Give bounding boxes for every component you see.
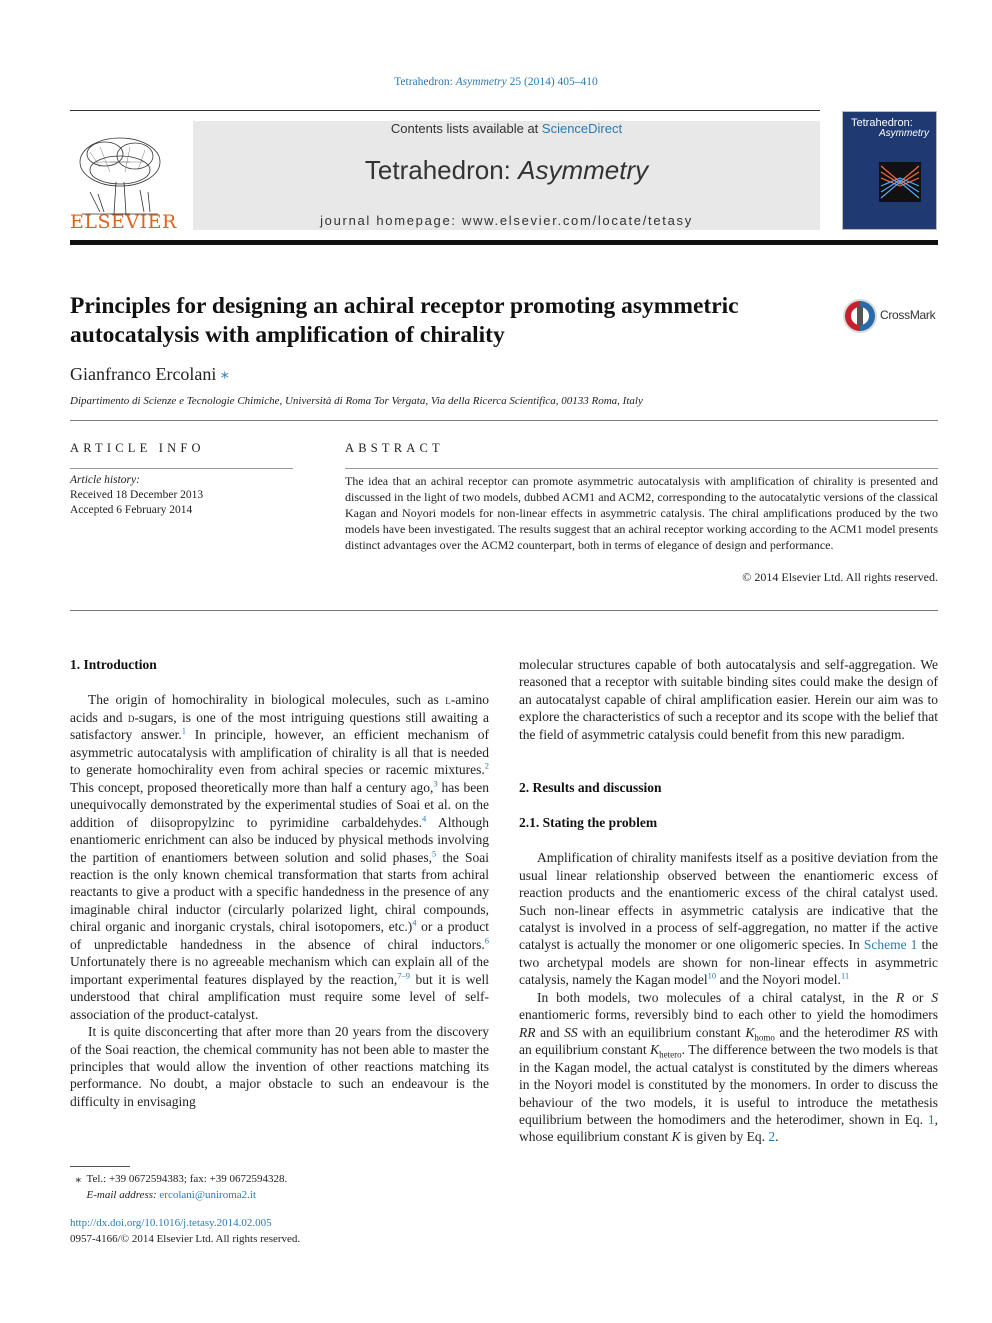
divider — [70, 468, 293, 469]
subsection-heading: 2.1. Stating the problem — [519, 814, 658, 830]
contents-line: Contents lists available at ScienceDirect — [390, 121, 623, 136]
paragraph: Amplification of chirality manifests itself as a positive deviation from the usual linear relationship observed between the enantiomeric excess of reaction products and the enantiomeric excess of the chiral catalyst used. Such non-linear effects in asymmetric catalysis are indicative that the catalyst is involved in a process of self-aggregation, no matter if the active catalyst is actually the monomer or one oligomeric species. In Scheme 1 the two archetypal models are shown for non-linear effects in asymmetric catalysis, namely the Kagan model$^{10}$ and the Noyori model.$^{11}$ — [519, 850, 938, 988]
reference-link[interactable]: 11 — [840, 970, 850, 981]
right-column — [519, 656, 938, 1146]
doi-link[interactable]: http://dx.doi.org/10.1016/j.tetasy.2014.02.005 — [70, 1217, 272, 1229]
reference-link[interactable]: 1 — [181, 725, 187, 736]
crossmark-label[interactable]: CrossMark — [880, 308, 936, 322]
author-footnote: ⁎ Tel.: +39 0672594383; fax: +39 0672594328. E-mail address: ercolani@uniroma2.it — [75, 1173, 288, 1201]
reference-link[interactable]: 4 — [412, 917, 417, 928]
paragraph: The origin of homochirality in biological molecules, such as l-amino acids and d-sugars, is one of the most intriguing questions still awaiting a satisfactory answer.$^1$ In principle, however, an efficient mechanism of asymmetric autocatalysis with amplification of chirality is all that is needed to generate homochirality even from achiral species or racemic mixtures.$^2$ This concept, proposed theoretically more than half a century ago,$^3$ has been unequivocally demonstrated by the experimental studies of Soai et al. on the addition of diisopropylzinc to pyrimidine carbaldehydes.$^4$ Although enantiomeric enrichment can also be induced by physical methods involving the partition of enantiomers between solution and solid phases,$^5$ the Soai reaction is the only known chemical transformation that starts from achiral reactants to give a product with a specific handedness in the presence of any imaginable chiral inductor (circularly polarized light, chiral compounds, chiral organic and inorganic crystals, chiral isotopomers, etc.)$^4$ or a product of unpredictable handedness in the absence of chiral inductors.$^6$ Unfortunately there is no agreeable mechanism which can explain all of the important experimental features displayed by the reaction,$^{7-9}$ but it is well understood that chiral amplification must require some level of self-association of the product-catalyst. — [70, 692, 490, 1022]
author-affiliation: Dipartimento di Scienze e Tecnologie Chimiche, Università di Roma Tor Vergata, Via della Ricerca Scientifica, 00133 Roma, Italy — [70, 395, 643, 407]
abstract-copyright: © 2014 Elsevier Ltd. All rights reserved. — [742, 570, 938, 584]
abstract-heading: ABSTRACT — [345, 441, 444, 455]
section-heading-results: 2. Results and discussion — [519, 780, 662, 796]
author-email-link[interactable]: ercolani@uniroma2.it — [159, 1189, 256, 1201]
cover-title: Tetrahedron: — [851, 117, 913, 129]
reference-link[interactable]: 6 — [484, 935, 489, 946]
journal-homepage[interactable]: journal homepage: www.elsevier.com/locate/tetasy — [320, 213, 693, 228]
reference-link[interactable]: 3 — [433, 778, 438, 789]
doi-block: http://dx.doi.org/10.1016/j.tetasy.2014.02.005 0957-4166/© 2014 Elsevier Ltd. All rights reserved. — [70, 1217, 301, 1245]
paragraph: molecular structures capable of both autocatalysis and self-aggregation. We reasoned that a receptor with suitable binding sites could make the design of an autocatalyst capable of chiral amplification easier. Herein our aim was to explore the characteristics of such a receptor and its scope with the belief that the field of asymmetric catalysis could benefit from this new paradigm. — [519, 657, 938, 742]
reference-link[interactable]: 4 — [422, 813, 427, 824]
reference-link[interactable]: 10 — [707, 970, 717, 981]
header-rule — [70, 110, 820, 111]
footnote-rule — [70, 1166, 130, 1167]
equation-link[interactable]: 2 — [768, 1129, 776, 1145]
paragraph: It is quite disconcerting that after more than 20 years from the discovery of the Soai reaction, the chemical community has not been able to master the principles that would allow the invention of other reactions matching its performance. No doubt, a major obstacle to such an endeavour is the difficulty in envisaging — [70, 1024, 489, 1109]
section-heading-introduction: 1. Introduction — [70, 657, 157, 672]
article-history: Article history: Received 18 December 2013 Accepted 6 February 2014 — [70, 474, 204, 516]
crossmark-icon[interactable] — [842, 298, 878, 334]
article-title: Principles for designing an achiral receptor promoting asymmetric autocatalysis with amplification of chirality — [70, 293, 739, 348]
abstract-text: The idea that an achiral receptor can promote asymmetric autocatalysis with amplification of chirality is presented and discussed in the light of two models, dubbed ACM1 and ACM2, corresponding to the autocatalytic versions of the classical Kagan and Noyori models for non-linear effects in asymmetric catalysis. The chiral amplifications produced by the two models have been investigated. The results suggest that an achiral receptor working according to the ACM1 model presents distinct advantages over the ACM2 counterpart, both in terms of elegance of design and performance. — [345, 474, 938, 553]
left-column — [70, 656, 489, 1110]
journal-cover-image — [842, 111, 937, 230]
header-thick-rule — [70, 240, 938, 245]
divider — [345, 468, 938, 469]
equation-link[interactable]: 1 — [927, 1111, 935, 1127]
journal-title: Tetrahedron: Asymmetry — [364, 155, 649, 185]
journal-citation[interactable]: Tetrahedron: Asymmetry 25 (2014) 405–410 — [394, 76, 598, 88]
publisher-name: ELSEVIER — [70, 211, 177, 233]
reference-link[interactable]: 7–9 — [397, 970, 410, 981]
author-footnote-mark[interactable]: ⁎ — [220, 366, 229, 382]
cover-subtitle: Asymmetry — [879, 128, 929, 139]
divider — [70, 420, 938, 421]
divider — [70, 610, 938, 611]
reference-link[interactable]: 5 — [432, 848, 437, 859]
article-info-heading: ARTICLE INFO — [70, 441, 205, 455]
scheme-link[interactable]: Scheme 1 — [863, 937, 918, 953]
sciencedirect-link[interactable]: ScienceDirect — [541, 121, 623, 136]
cover-artwork — [879, 162, 921, 202]
paragraph: In both models, two molecules of a chiral catalyst, in the R or S enantiomeric forms, reversibly bind to each other to yield the homodimers RR and SS with an equilibrium constant $K_{homo}$ and the heterodimer RS with an equilibrium constant $K_{hetero}$. The difference between the two models is that in the Kagan model, the actual catalyst is constituted by the dimers whereas in the Noyori model is constituted by the monomers. In order to discuss the behaviour of the two models, it is useful to introduce the metathesis equilibrium between the homodimers and the heterodimer, shown in Eq. 1, whose equilibrium constant K is given by Eq. 2. — [519, 989, 939, 1145]
reference-link[interactable]: 2 — [484, 760, 489, 771]
author-name: Gianfranco Ercolani ⁎ — [70, 364, 229, 384]
